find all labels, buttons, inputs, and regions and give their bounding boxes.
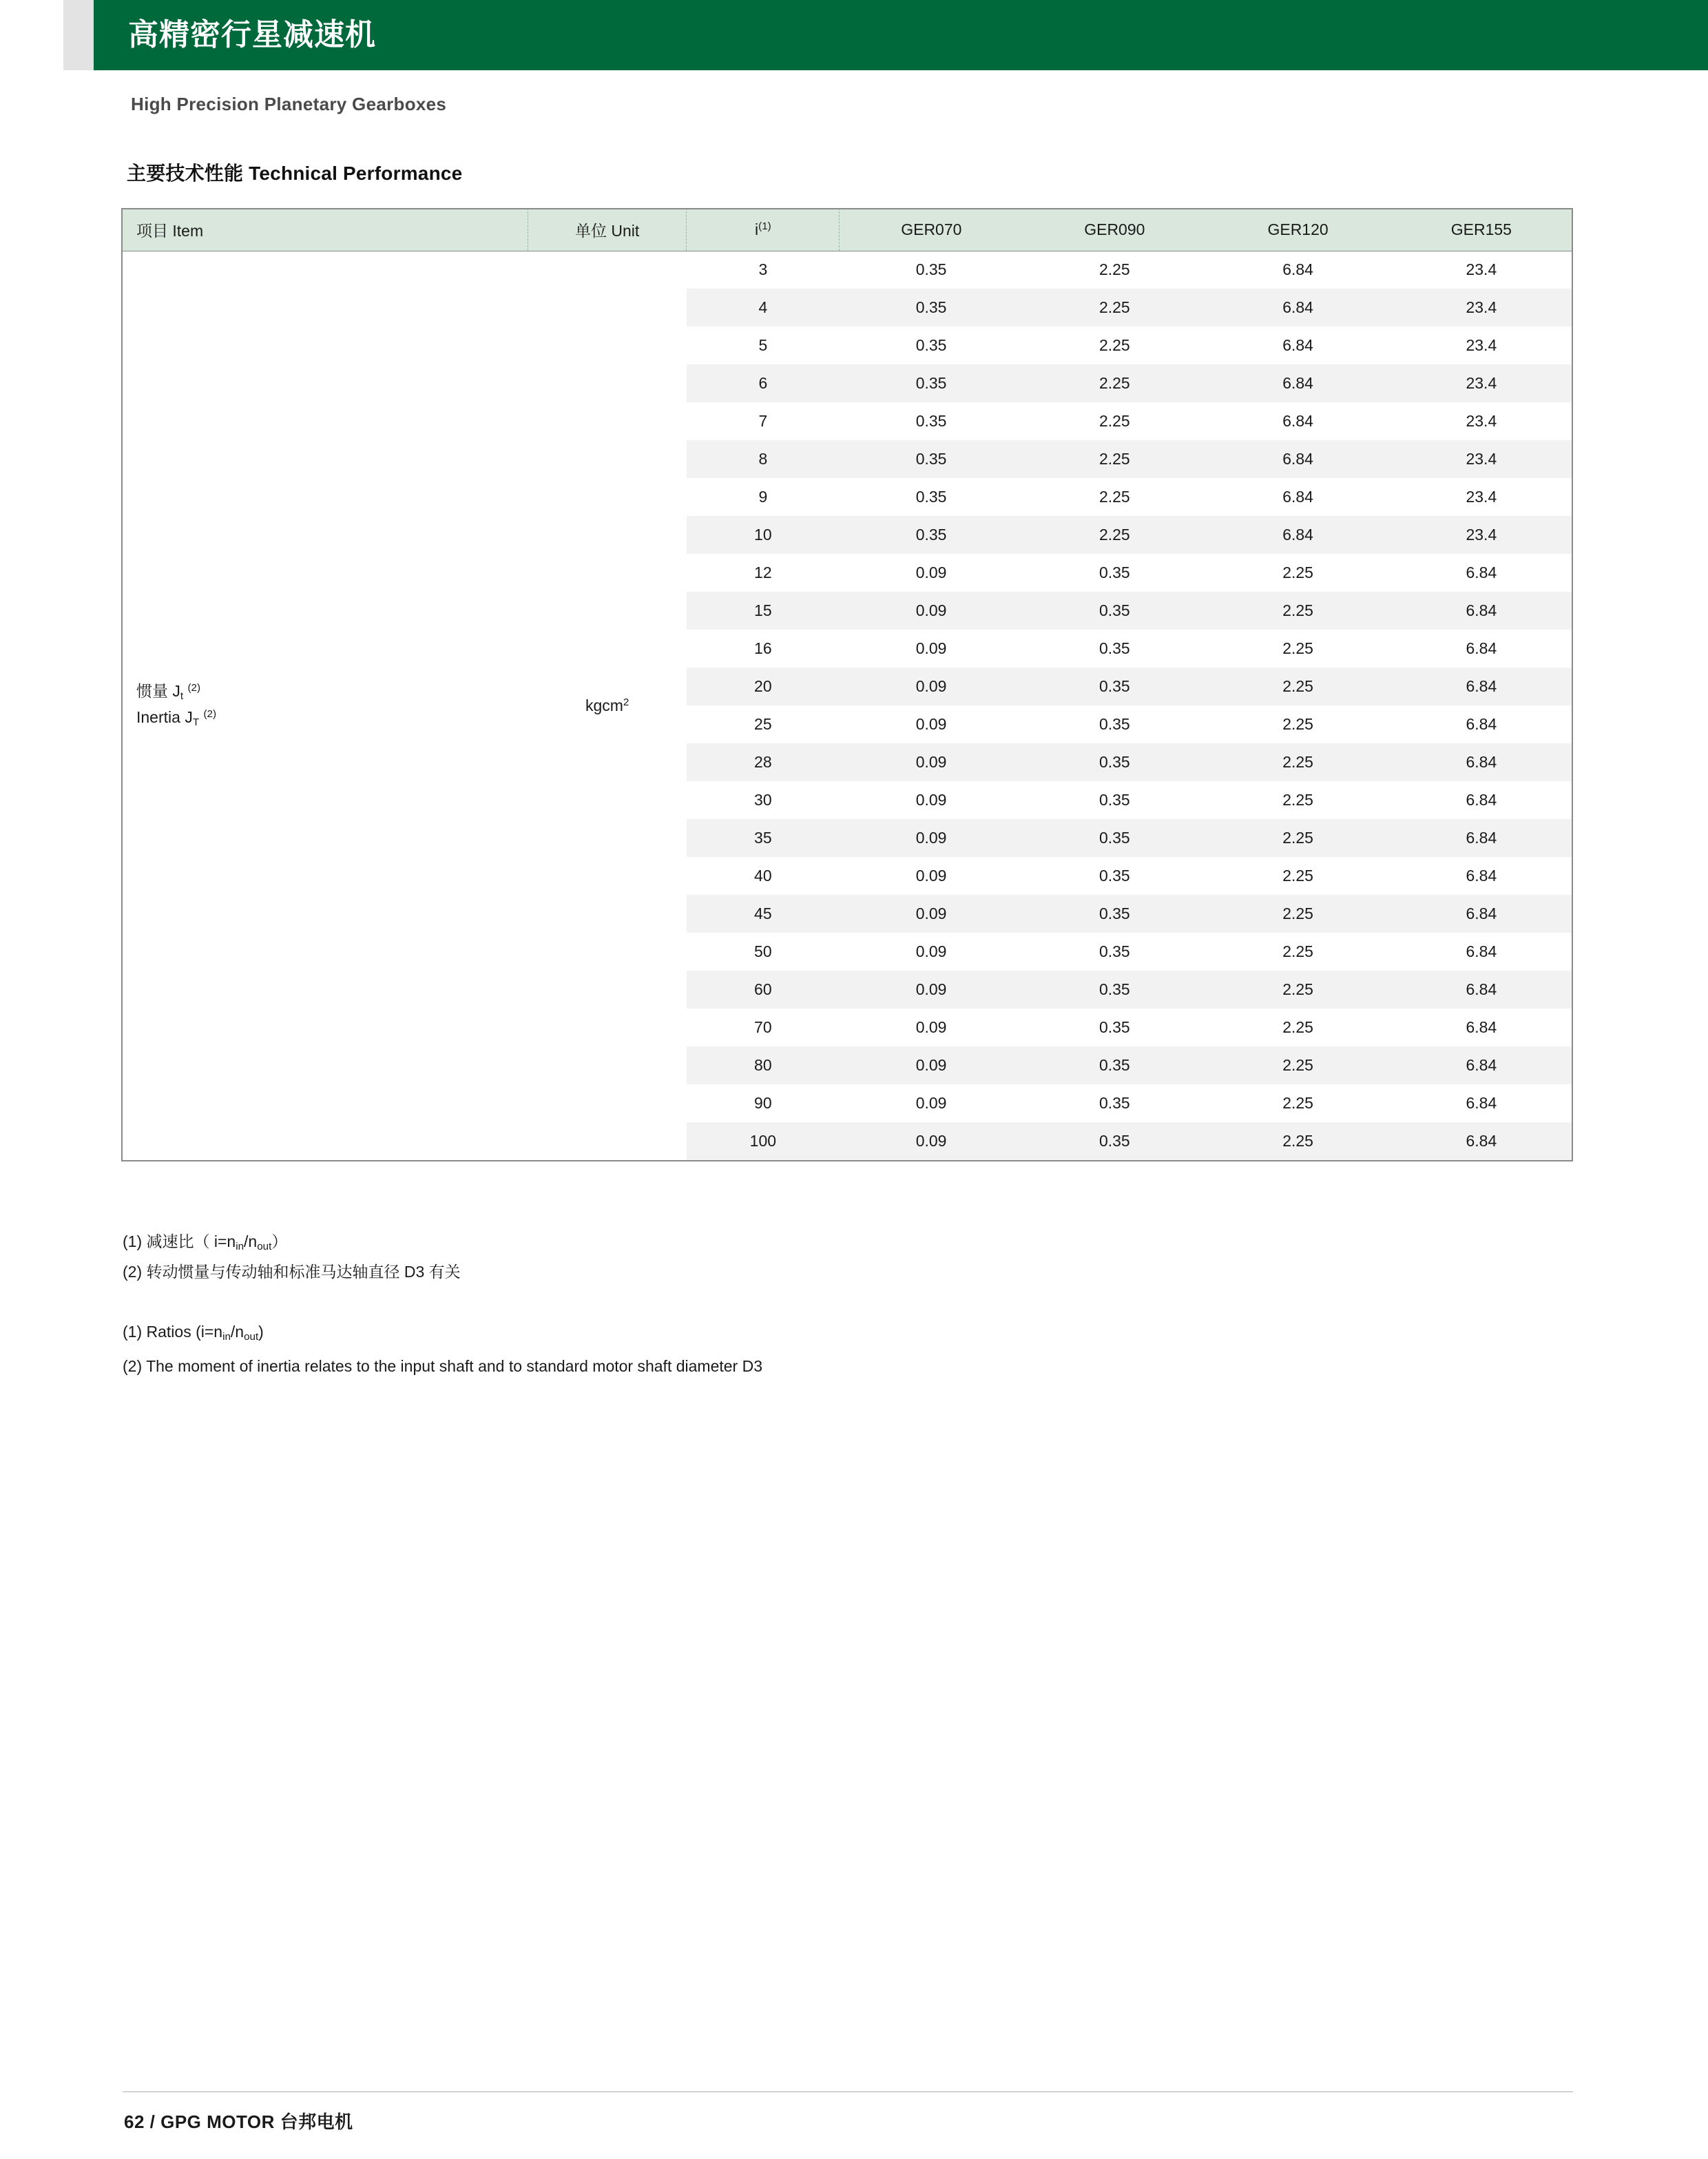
cell-value-ger155: 23.4 — [1390, 516, 1573, 554]
cell-ratio: 12 — [687, 554, 840, 592]
cell-ratio: 15 — [687, 592, 840, 630]
cell-value-ger070: 0.09 — [840, 933, 1023, 971]
cell-value-ger090: 0.35 — [1023, 933, 1206, 971]
row-label-line-en: Inertia $J_T$ $^{(2)}$ — [136, 708, 217, 728]
cell-value-ger155: 23.4 — [1390, 440, 1573, 478]
cell-value-ger155: 6.84 — [1390, 781, 1573, 819]
cell-value-ger155: 6.84 — [1390, 1046, 1573, 1084]
cell-value-ger090: 0.35 — [1023, 743, 1206, 781]
cell-value-ger090: 2.25 — [1023, 327, 1206, 364]
note-en-1-sub-out: out — [244, 1331, 259, 1343]
cell-value-ger155: 23.4 — [1390, 402, 1573, 440]
cell-ratio: 40 — [687, 857, 840, 895]
cell-ratio: 35 — [687, 819, 840, 857]
row-label-line-cn: 惯量 $J_t$ $^{(2)}$ — [136, 682, 201, 702]
col-header-ratio — [687, 208, 840, 251]
cell-value-ger155: 6.84 — [1390, 1009, 1573, 1046]
footer-page-label: 62 / GPG MOTOR 台邦电机 — [124, 2111, 353, 2132]
cell-ratio: 7 — [687, 402, 840, 440]
cell-ratio: 8 — [687, 440, 840, 478]
table-right-rule — [1572, 208, 1573, 1160]
cell-value-ger120: 2.25 — [1206, 554, 1389, 592]
cell-value-ger090: 0.35 — [1023, 592, 1206, 630]
col-header-item: 项目 Item — [121, 208, 528, 251]
cell-value-ger155: 23.4 — [1390, 289, 1573, 327]
cell-value-ger120: 6.84 — [1206, 402, 1389, 440]
cell-value-ger120: 6.84 — [1206, 516, 1389, 554]
cell-value-ger090: 2.25 — [1023, 364, 1206, 402]
cell-ratio: 80 — [687, 1046, 840, 1084]
cell-value-ger120: 2.25 — [1206, 933, 1389, 971]
cell-value-ger090: 0.35 — [1023, 1084, 1206, 1122]
cell-value-ger120: 6.84 — [1206, 364, 1389, 402]
cell-value-ger155: 6.84 — [1390, 743, 1573, 781]
cell-value-ger070: 0.35 — [840, 289, 1023, 327]
cell-value-ger155: 6.84 — [1390, 819, 1573, 857]
cell-value-ger070: 0.09 — [840, 1084, 1023, 1122]
cell-value-ger090: 2.25 — [1023, 440, 1206, 478]
notes-chinese — [123, 1228, 461, 1285]
page-title: 高精密行星减速机 — [128, 18, 376, 52]
cell-value-ger070: 0.09 — [840, 1122, 1023, 1160]
notes-english — [123, 1316, 762, 1383]
cell-value-ger155: 23.4 — [1390, 478, 1573, 516]
cell-value-ger070: 0.09 — [840, 554, 1023, 592]
cell-value-ger090: 0.35 — [1023, 554, 1206, 592]
cell-value-ger070: 0.09 — [840, 781, 1023, 819]
note-en-1-sub-in: in — [222, 1331, 231, 1343]
cell-value-ger070: 0.09 — [840, 630, 1023, 668]
technical-performance-table — [121, 208, 1573, 1160]
cell-value-ger155: 6.84 — [1390, 554, 1573, 592]
cell-ratio: 70 — [687, 1009, 840, 1046]
table-row — [121, 251, 1573, 289]
cell-value-ger155: 6.84 — [1390, 592, 1573, 630]
col-header-ger090: GER090 — [1023, 208, 1206, 251]
cell-value-ger120: 2.25 — [1206, 819, 1389, 857]
cell-value-ger155: 6.84 — [1390, 933, 1573, 971]
cell-value-ger120: 6.84 — [1206, 251, 1389, 289]
cell-value-ger070: 0.35 — [840, 516, 1023, 554]
cell-value-ger120: 2.25 — [1206, 668, 1389, 705]
note-cn-1-mid: /n — [244, 1232, 258, 1250]
cell-value-ger070: 0.09 — [840, 592, 1023, 630]
cell-ratio: 5 — [687, 327, 840, 364]
cell-value-ger090: 0.35 — [1023, 668, 1206, 705]
note-en-1 — [123, 1316, 762, 1350]
cell-value-ger155: 6.84 — [1390, 895, 1573, 933]
cell-value-ger090: 0.35 — [1023, 819, 1206, 857]
page-header — [0, 0, 1708, 70]
note-en-1-pre: (1) Ratios (i=n — [123, 1323, 223, 1341]
note-cn-1-sub-in: in — [236, 1241, 244, 1252]
cell-ratio: 16 — [687, 630, 840, 668]
cell-value-ger155: 6.84 — [1390, 1084, 1573, 1122]
footer-divider — [123, 2091, 1573, 2092]
cell-value-ger120: 2.25 — [1206, 630, 1389, 668]
cell-value-ger120: 2.25 — [1206, 1122, 1389, 1160]
cell-value-ger155: 6.84 — [1390, 668, 1573, 705]
cell-value-ger155: 6.84 — [1390, 1122, 1573, 1160]
cell-value-ger120: 6.84 — [1206, 478, 1389, 516]
cell-value-ger090: 2.25 — [1023, 251, 1206, 289]
col-header-unit: 单位 Unit — [528, 208, 687, 251]
cell-value-ger120: 2.25 — [1206, 743, 1389, 781]
note-cn-2: (2) 转动惯量与传动轴和标准马达轴直径 D3 有关 — [123, 1263, 461, 1281]
note-cn-1 — [123, 1228, 461, 1258]
cell-value-ger090: 0.35 — [1023, 1046, 1206, 1084]
col-header-ger155: GER155 — [1390, 208, 1573, 251]
cell-ratio: 30 — [687, 781, 840, 819]
cell-value-ger070: 0.35 — [840, 251, 1023, 289]
cell-value-ger090: 2.25 — [1023, 402, 1206, 440]
cell-value-ger155: 6.84 — [1390, 705, 1573, 743]
row-unit-value: kgcm$^2$ — [528, 251, 687, 1160]
cell-value-ger070: 0.09 — [840, 743, 1023, 781]
cell-value-ger070: 0.09 — [840, 857, 1023, 895]
cell-ratio: 45 — [687, 895, 840, 933]
note-cn-1-sub-out: out — [257, 1241, 272, 1252]
cell-ratio: 25 — [687, 705, 840, 743]
note-cn-1-pre: (1) 减速比（ i=n — [123, 1232, 236, 1250]
cell-value-ger120: 6.84 — [1206, 327, 1389, 364]
table-header-row — [121, 208, 1573, 251]
cell-value-ger120: 2.25 — [1206, 1046, 1389, 1084]
cell-value-ger090: 0.35 — [1023, 630, 1206, 668]
cell-value-ger090: 2.25 — [1023, 516, 1206, 554]
cell-value-ger120: 6.84 — [1206, 440, 1389, 478]
cell-ratio: 9 — [687, 478, 840, 516]
cell-ratio: 10 — [687, 516, 840, 554]
cell-value-ger070: 0.35 — [840, 327, 1023, 364]
page-subtitle: High Precision Planetary Gearboxes — [131, 94, 447, 114]
cell-ratio: 28 — [687, 743, 840, 781]
cell-ratio: 50 — [687, 933, 840, 971]
col-header-ratio-symbol: i — [755, 220, 759, 238]
cell-value-ger070: 0.09 — [840, 668, 1023, 705]
header-side-tab — [63, 0, 94, 70]
col-header-ger120: GER120 — [1206, 208, 1389, 251]
cell-value-ger120: 2.25 — [1206, 592, 1389, 630]
cell-ratio: 20 — [687, 668, 840, 705]
cell-value-ger070: 0.35 — [840, 440, 1023, 478]
cell-value-ger120: 2.25 — [1206, 1084, 1389, 1122]
cell-value-ger070: 0.09 — [840, 1009, 1023, 1046]
cell-value-ger155: 6.84 — [1390, 630, 1573, 668]
cell-value-ger090: 0.35 — [1023, 971, 1206, 1009]
cell-value-ger120: 2.25 — [1206, 857, 1389, 895]
cell-ratio: 3 — [687, 251, 840, 289]
cell-value-ger120: 2.25 — [1206, 781, 1389, 819]
note-en-1-mid: /n — [230, 1323, 244, 1341]
cell-ratio: 60 — [687, 971, 840, 1009]
cell-value-ger120: 2.25 — [1206, 971, 1389, 1009]
cell-ratio: 90 — [687, 1084, 840, 1122]
col-header-ger070: GER070 — [840, 208, 1023, 251]
cell-value-ger120: 6.84 — [1206, 289, 1389, 327]
note-en-1-post: ) — [258, 1323, 264, 1341]
cell-value-ger155: 23.4 — [1390, 327, 1573, 364]
cell-value-ger090: 0.35 — [1023, 857, 1206, 895]
cell-value-ger070: 0.35 — [840, 478, 1023, 516]
table-body — [121, 251, 1573, 1160]
cell-value-ger070: 0.35 — [840, 402, 1023, 440]
cell-ratio: 6 — [687, 364, 840, 402]
table-left-rule — [121, 208, 123, 1160]
cell-value-ger155: 23.4 — [1390, 364, 1573, 402]
cell-ratio: 4 — [687, 289, 840, 327]
cell-value-ger090: 0.35 — [1023, 705, 1206, 743]
cell-value-ger155: 23.4 — [1390, 251, 1573, 289]
cell-value-ger070: 0.09 — [840, 705, 1023, 743]
cell-value-ger090: 0.35 — [1023, 1122, 1206, 1160]
cell-value-ger070: 0.09 — [840, 895, 1023, 933]
section-title: 主要技术性能 Technical Performance — [127, 163, 463, 184]
row-label-inertia — [121, 251, 528, 1160]
cell-value-ger155: 6.84 — [1390, 971, 1573, 1009]
table-bottom-rule — [121, 1160, 1573, 1161]
table-top-rule — [121, 208, 1573, 209]
col-header-ratio-note: (1) — [758, 220, 771, 232]
note-en-2: (2) The moment of inertia relates to the input shaft and to standard motor shaft diameter D3 — [123, 1357, 763, 1375]
cell-value-ger090: 0.35 — [1023, 1009, 1206, 1046]
cell-value-ger155: 6.84 — [1390, 857, 1573, 895]
cell-value-ger070: 0.09 — [840, 819, 1023, 857]
cell-value-ger120: 2.25 — [1206, 895, 1389, 933]
cell-value-ger120: 2.25 — [1206, 1009, 1389, 1046]
note-cn-1-post: ） — [271, 1232, 288, 1250]
cell-value-ger090: 2.25 — [1023, 289, 1206, 327]
cell-value-ger070: 0.35 — [840, 364, 1023, 402]
cell-value-ger070: 0.09 — [840, 1046, 1023, 1084]
cell-value-ger090: 0.35 — [1023, 895, 1206, 933]
cell-ratio: 100 — [687, 1122, 840, 1160]
cell-value-ger090: 0.35 — [1023, 781, 1206, 819]
cell-value-ger090: 2.25 — [1023, 478, 1206, 516]
cell-value-ger120: 2.25 — [1206, 705, 1389, 743]
cell-value-ger070: 0.09 — [840, 971, 1023, 1009]
